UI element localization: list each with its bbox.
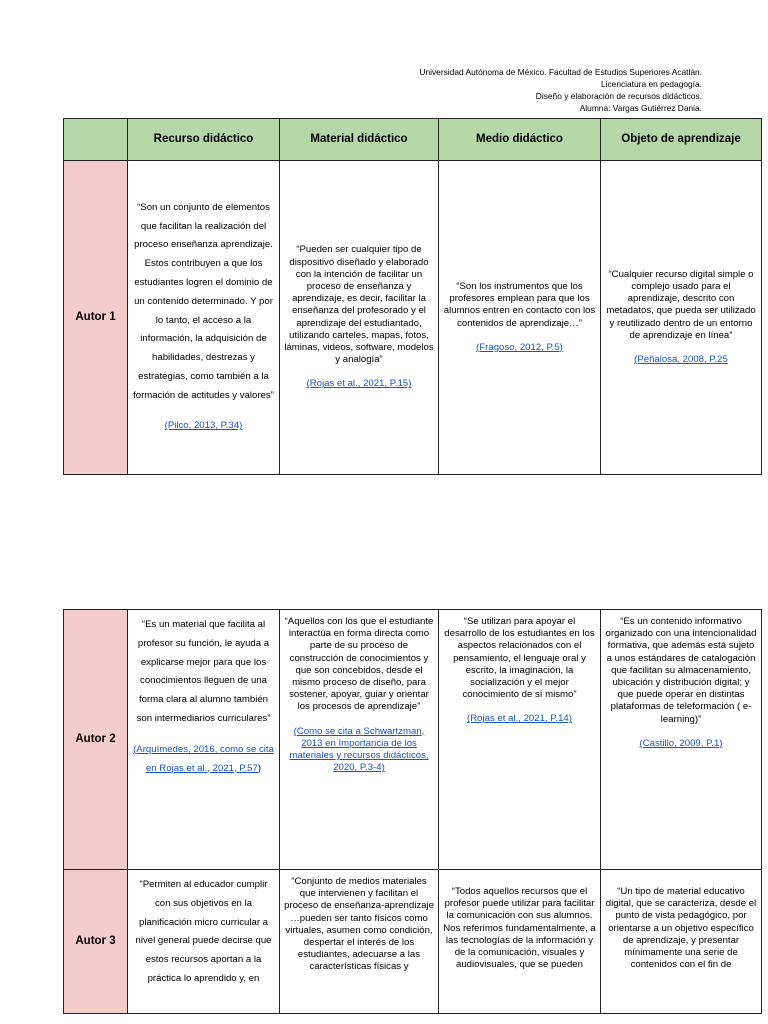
column-header-objeto: Objeto de aprendizaje xyxy=(601,119,762,161)
citation-link[interactable]: (Fragoso, 2012, P.5) xyxy=(476,341,563,353)
header-university: Universidad Autónoma de México. Facultad de Estudios Superiores Acatlán. xyxy=(419,67,702,77)
document-header xyxy=(419,66,702,114)
row-label-autor-2: Autor 2 xyxy=(64,610,128,870)
table-row xyxy=(64,610,762,870)
cell-autor1-objeto xyxy=(601,161,762,475)
header-degree: Licenciatura en pedagogía. xyxy=(600,79,702,89)
cell-autor1-medio xyxy=(439,161,601,475)
column-header-recurso: Recurso didáctico xyxy=(128,119,280,161)
table-row xyxy=(64,161,762,475)
cell-autor2-objeto xyxy=(601,610,762,870)
column-header-material: Material didáctico xyxy=(280,119,439,161)
header-student: Alumna: Vargas Gutiérrez Dania. xyxy=(579,103,702,113)
cell-autor2-recurso xyxy=(128,610,280,870)
citation-tail: ) xyxy=(257,762,262,774)
citation-link[interactable]: (Rojas et al., 2021, P.15) xyxy=(306,378,412,390)
citation-link[interactable]: (Arquímedes, 2016, como se cita en Rojas et al., 2021, P.57 xyxy=(133,743,274,774)
cell-autor1-material xyxy=(280,161,439,475)
cell-autor2-medio xyxy=(439,610,601,870)
cell-autor2-material xyxy=(280,610,439,870)
cell-autor1-recurso xyxy=(128,161,280,475)
citation-link[interactable]: (Rojas et al., 2021, P.14) xyxy=(467,713,572,725)
cell-quote: “Son los instrumentos que los profesores emplean para que los alumnos entren en contacto con los contenidos de aprendizaje…” xyxy=(443,280,596,329)
cell-quote: “Permiten al educador cumplir con sus objetivos en la planificación micro curricular a nivel general puede decirse que estos recursos aportan a la práctica lo aprendido y, en xyxy=(135,879,272,984)
cell-autor3-material xyxy=(280,870,439,1014)
cell-quote: “Pueden ser cualquier tipo de dispositivo diseñado y elaborado con la intención de facilitar un proceso de enseñanza y aprendizaje, es decir, facilitar la enseñanza del profesorado y el aprendizaje del estudiantado, utilizando carteles, mapas, fotos, láminas, videos, software, modelos y analogía” xyxy=(284,244,434,366)
cell-quote: “Todos aquellos recursos que el profesor puede utilizar para facilitar la comunicación con sus alumnos. Nos referimos fundamentalmente, a las tecnologías de la información y de la comunicación, visuales y audiovisuales, que se pueden xyxy=(443,886,596,971)
table-header-row xyxy=(64,119,762,161)
concepts-table-part-1 xyxy=(63,118,762,475)
cell-quote: “Se utilizan para apoyar el desarrollo de los estudiantes en los aspectos relacionados con el pensamiento, el lenguaje oral y escrito, la imaginación, la socialización y el mejor conocimiento de sí mismo” xyxy=(444,616,595,701)
row-label-autor-3: Autor 3 xyxy=(64,870,128,1014)
citation-link[interactable]: (Peñalosa, 2008, P.25 xyxy=(634,354,728,365)
cell-autor3-objeto xyxy=(601,870,762,1014)
header-course: Diseño y elaboración de recursos didácticos. xyxy=(535,91,702,101)
cell-quote: “Conjunto de medios materiales que intervienen y facilitan el proceso de enseñanza-aprendizaje …pueden ser tanto físicos como virtuales, asumen como condición, despertar el interés de los estudiantes, adecuarse a las características físicas y xyxy=(284,876,434,973)
row-label-autor-1: Autor 1 xyxy=(64,161,128,475)
citation-link[interactable]: (Castillo, 2009, P.1) xyxy=(639,737,723,749)
concepts-table-part-2 xyxy=(63,609,762,1014)
header-corner-cell xyxy=(64,119,128,161)
cell-quote: “Cualquier recurso digital simple o complejo usado para el aprendizaje, descrito con metadatos, que pueda ser utilizado y reutilizado dentro de un entorno de aprendizaje en línea” xyxy=(606,268,756,341)
cell-quote: “Un tipo de material educativo digital, que se caracteriza, desde el punto de vista pedagógico, por orientarse a un objetivo específico de aprendizaje, y presentar mínimamente una serie de contenidos con el fin de xyxy=(605,886,757,971)
column-header-medio: Medio didáctico xyxy=(439,119,601,161)
cell-quote: “Son un conjunto de elementos que facilitan la realización del proceso enseñanza aprendizaje. Estos contribuyen a que los estudiantes logren el dominio de un contenido determinado. Y por lo tanto, el acceso a la información, la adquisición de habilidades, destrezas y estrategias, como también a la formación de actitudes y valores” xyxy=(133,201,274,401)
citation-link[interactable]: (Como se cita a Schwartzman, 2013 en Importancia de los materiales y recursos didácticos, 2020, P.3-4) xyxy=(289,725,429,774)
citation-link[interactable]: (Pilco, 2013, P.34) xyxy=(164,420,243,432)
cell-autor3-recurso xyxy=(128,870,280,1014)
cell-quote: “Aquellos con los que el estudiante interactúa en forma directa como parte de su proceso de construcción de conocimientos y que son concebidos, desde el mismo proceso de diseño, para sostener, apoyar, guiar y orientar los procesos de aprendizaje” xyxy=(284,616,434,713)
table-row xyxy=(64,870,762,1014)
cell-quote: “Es un material que facilita al profesor su función, le ayuda a explicarse mejor para que los conocimientos lleguen de una forma clara al alumno también son intermediarios curriculares” xyxy=(136,619,271,724)
cell-autor3-medio xyxy=(439,870,601,1014)
cell-quote: “Es un contenido informativo organizado con una intencionalidad formativa, que además está sujeto a unos estándares de catalogación que facilitan su almacenamiento, ubicación y distribución digital; y que puede operar en distintas plataformas de teleformación ( e-learning)” xyxy=(605,616,757,725)
